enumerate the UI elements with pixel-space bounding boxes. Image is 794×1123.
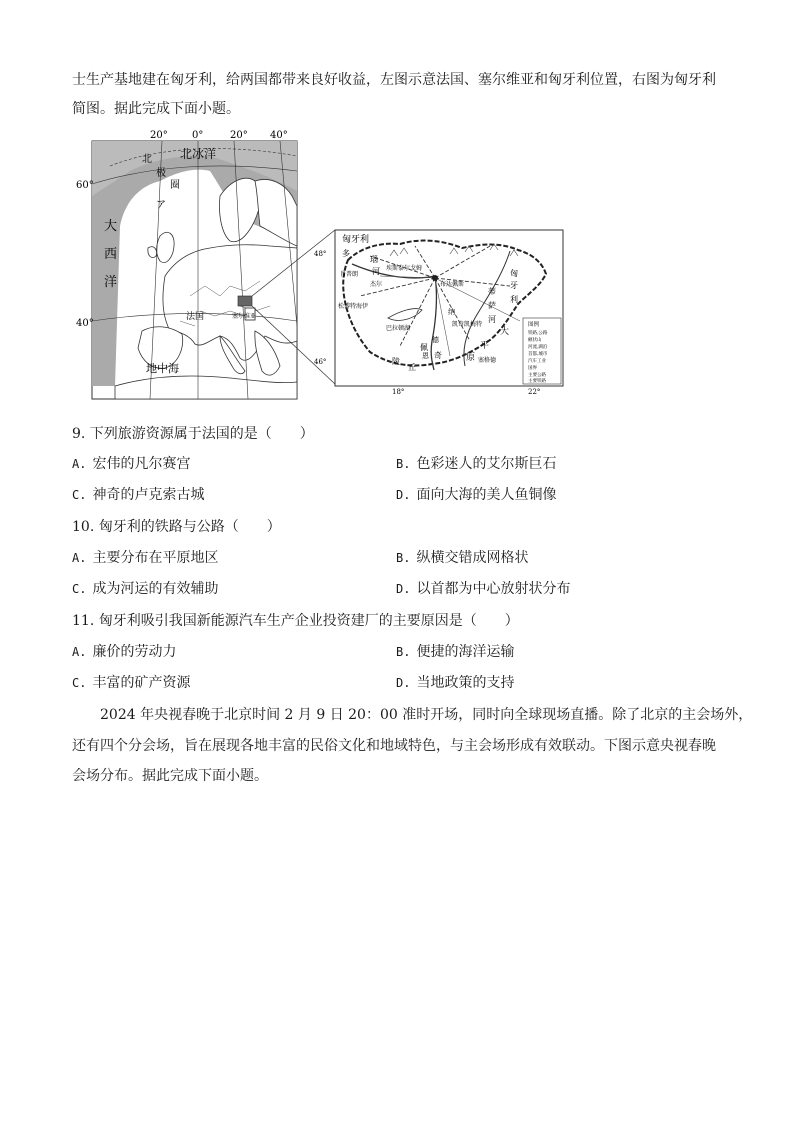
- option-text: 廉价的劳动力: [92, 644, 177, 660]
- question-10-option-c[interactable]: [72, 578, 218, 598]
- option-letter: B.: [396, 551, 411, 565]
- hu-place-19: 原: [466, 353, 476, 363]
- hu-place-3: 河: [372, 267, 380, 276]
- hu-place-22: 陵: [392, 357, 400, 366]
- option-letter: A.: [72, 645, 87, 659]
- lat-label-40: 40°: [76, 318, 94, 329]
- label-serbia: 塞尔维亚: [232, 313, 257, 320]
- hu-place-20: 佩: [420, 343, 428, 352]
- lon-label-3: 20°: [230, 130, 248, 141]
- lon-label-2: 0°: [192, 130, 204, 141]
- option-letter: B.: [396, 645, 411, 659]
- option-text: 面向大海的美人鱼铜像: [416, 487, 557, 503]
- question-11-option-d[interactable]: [396, 672, 514, 692]
- question-9-option-d[interactable]: [396, 484, 556, 504]
- europe-map: [76, 130, 297, 399]
- hu-place-12: 萨: [488, 301, 496, 310]
- question-9-option-c[interactable]: [72, 484, 204, 504]
- option-letter: C.: [72, 676, 87, 690]
- hu-place-2: 瑙: [370, 255, 378, 264]
- option-text: 色彩迷人的艾尔斯巨石: [416, 456, 557, 472]
- arctic-circle-char-2: 极: [156, 168, 166, 179]
- hu-place-14: 匈: [510, 269, 518, 278]
- option-letter: D.: [396, 488, 411, 502]
- hu-place-1: 多: [342, 249, 350, 258]
- hu-place-7: 布达佩斯: [440, 281, 465, 288]
- question-10-option-d[interactable]: [396, 578, 570, 598]
- passage-line-2: 还有四个分会场，旨在展现各地丰富的民俗文化和地域特色，与主会场形成有效联动。下图示意央视春晚: [72, 738, 716, 754]
- atlantic-char-3: 洋: [104, 275, 118, 290]
- hu-place-26: 松博特海伊: [338, 303, 369, 310]
- question-9-stem: 9. 下列旅游资源属于法国的是（ ）: [72, 426, 314, 442]
- hu-place-9: 巴拉顿湖: [386, 325, 411, 332]
- hu-place-10: 塞格德: [478, 357, 497, 364]
- option-text: 神奇的卢克索古城: [92, 487, 205, 503]
- legend-item-8: 主要铁路: [528, 379, 546, 384]
- atlantic-char-1: 大: [104, 219, 118, 234]
- question-9-option-b[interactable]: [396, 453, 556, 473]
- option-text: 宏伟的凡尔赛宫: [92, 456, 191, 472]
- option-text: 丰富的矿产资源: [92, 675, 191, 691]
- option-letter: A.: [72, 551, 87, 565]
- arctic-circle-char-1: 北: [142, 154, 152, 165]
- option-text: 便捷的海洋运输: [416, 644, 515, 660]
- hu-place-11: 蒂: [488, 287, 496, 296]
- atlantic-char-2: 西: [104, 247, 118, 262]
- option-text: 以首都为中心放射状分布: [416, 581, 571, 597]
- question-10-option-a[interactable]: [72, 547, 218, 567]
- question-11-option-c[interactable]: [72, 672, 190, 692]
- legend-item-2: 额状山: [528, 338, 542, 343]
- question-10-option-b[interactable]: [396, 547, 528, 567]
- arctic-circle-char-3: 圈: [170, 180, 180, 191]
- hu-place-4: 肖普朗: [340, 271, 359, 278]
- hu-title: 匈牙利: [342, 235, 370, 245]
- hu-place-8: 凯奇凯梅特: [452, 321, 483, 328]
- legend-item-4: 首都,城市: [528, 352, 548, 357]
- legend-item-1: 铁路,公路: [528, 331, 548, 336]
- option-letter: A.: [72, 457, 87, 471]
- option-text: 纵横交错成网格状: [416, 550, 529, 566]
- legend-title: 图例: [528, 322, 540, 328]
- passage-line-1: 2024 年央视春晚于北京时间 2 月 9 日 20：00 准时开场，同时向全球现场直播。除了北京的主会场外，: [100, 707, 753, 723]
- hu-place-16: 利: [510, 295, 518, 304]
- question-11-option-b[interactable]: [396, 641, 514, 661]
- hungary-map: [314, 230, 563, 396]
- hu-place-13: 河: [488, 315, 496, 324]
- hu-place-24: 恩: [422, 352, 429, 360]
- lon-label-4: 40°: [270, 130, 288, 141]
- intro-line-1: 士生产基地建在匈牙利，给两国都带来良好收益，左图示意法国、塞尔维亚和匈牙利位置，右图为匈牙利: [72, 72, 716, 88]
- hu-place-15: 牙: [510, 281, 518, 290]
- hu-place-21: 奇: [434, 351, 442, 360]
- label-mediterranean: 地中海: [146, 362, 179, 375]
- option-letter: D.: [396, 676, 411, 690]
- intro-line-2: 简图。据此完成下面小题。: [72, 101, 240, 117]
- option-letter: C.: [72, 488, 87, 502]
- hu-place-23: 丘: [408, 363, 416, 372]
- legend-item-7: 主要公路: [528, 373, 546, 378]
- question-11-stem: 11. 匈牙利吸引我国新能源汽车生产企业投资建厂的主要原因是（ ）: [72, 613, 519, 629]
- hu-place-17: 大: [500, 327, 510, 337]
- label-france: 法国: [186, 312, 205, 322]
- question-10-stem: 10. 匈牙利的铁路与公路（ ）: [72, 519, 281, 535]
- hu-lat-48: 48°: [314, 250, 327, 258]
- option-text: 成为河运的有效辅助: [92, 581, 219, 597]
- hu-place-18: 平: [480, 341, 490, 351]
- hu-place-25: 德: [432, 336, 439, 344]
- passage-line-3: 会场分布。据此完成下面小题。: [72, 768, 268, 784]
- question-11-option-a[interactable]: [72, 641, 176, 661]
- legend-item-5: 汽车工业: [528, 359, 546, 364]
- hu-lon-22: 22°: [528, 388, 541, 396]
- hu-lon-18: 18°: [392, 388, 405, 396]
- hu-place-27: 纳: [448, 308, 455, 316]
- label-ya: ア: [156, 200, 166, 211]
- arctic-ocean-label: 北冰洋: [180, 147, 217, 161]
- legend-item-3: 河流,湖泊: [528, 345, 548, 350]
- hu-place-6: 埃斯泰尔戈姆: [386, 265, 423, 272]
- hu-place-5: 杰尔: [370, 281, 383, 288]
- option-letter: D.: [396, 582, 411, 596]
- map-figure: [70, 126, 566, 402]
- option-text: 主要分布在平原地区: [92, 550, 219, 566]
- question-9-option-a[interactable]: [72, 453, 190, 473]
- legend-item-6: 国界: [528, 366, 537, 371]
- hu-lat-46: 46°: [314, 358, 327, 366]
- lon-label-1: 20°: [150, 130, 168, 141]
- option-letter: B.: [396, 457, 411, 471]
- option-text: 当地政策的支持: [416, 675, 515, 691]
- option-letter: C.: [72, 582, 87, 596]
- lat-label-60: 60°: [76, 180, 94, 191]
